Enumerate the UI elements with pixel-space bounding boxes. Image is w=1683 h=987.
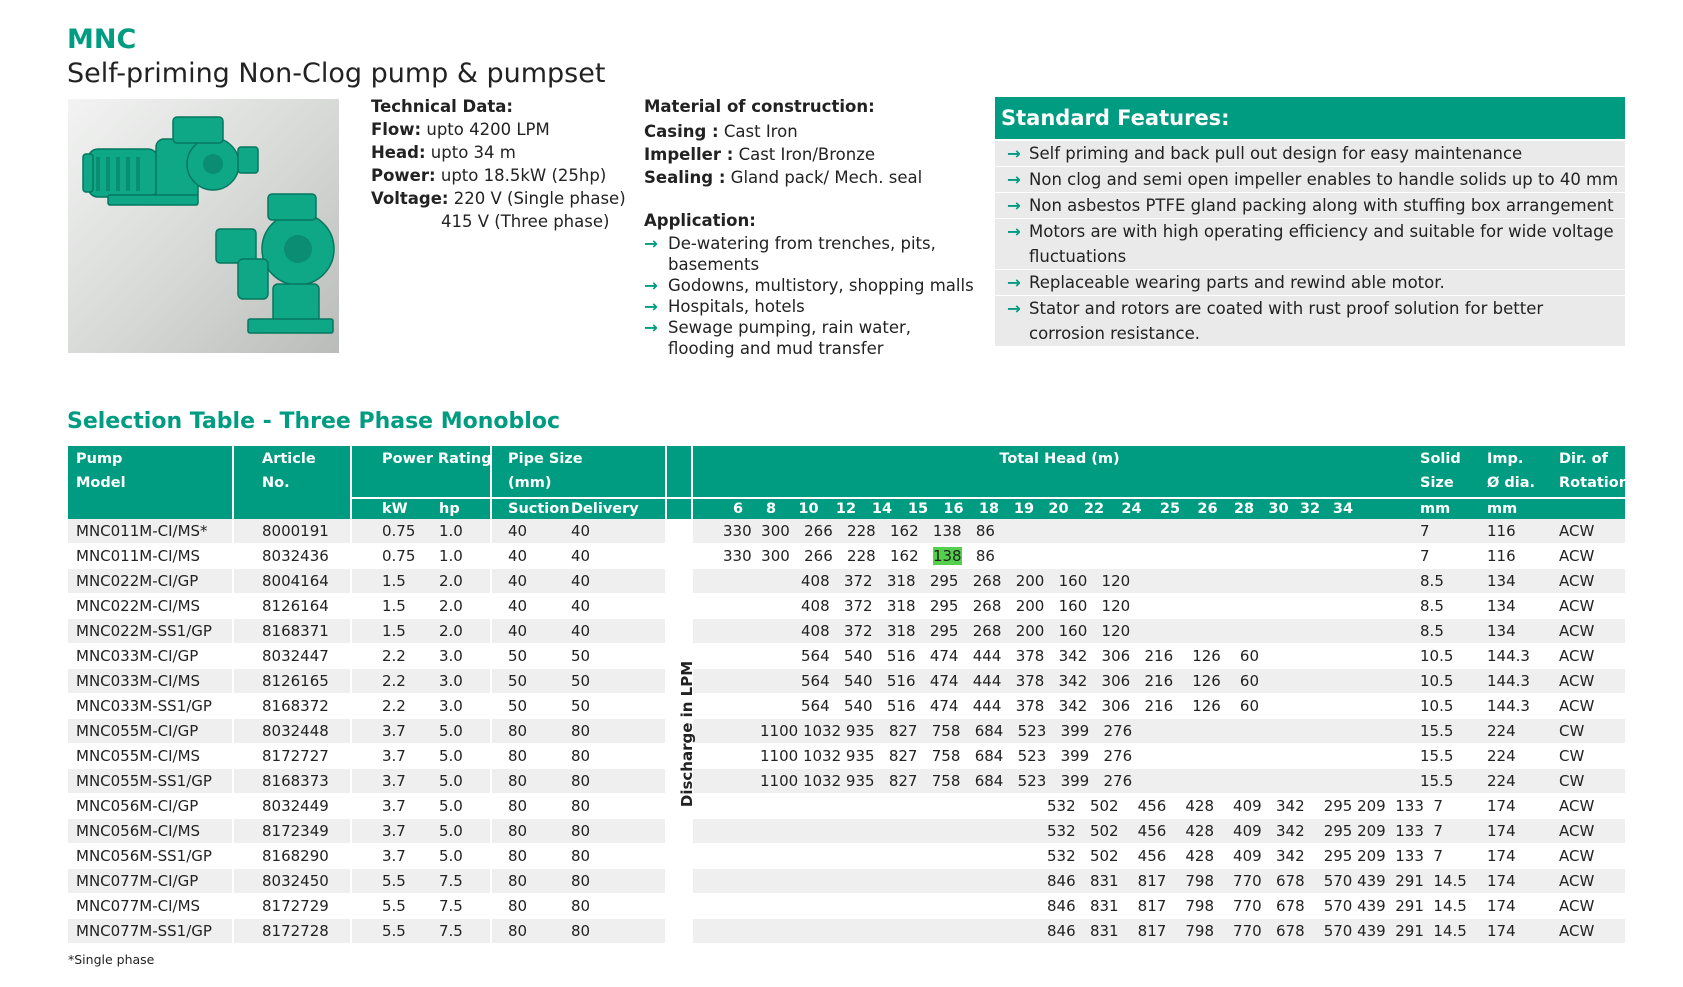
solid-size: 10.5: [1418, 669, 1485, 694]
power-kw: 0.75: [351, 544, 421, 569]
impeller-dia: 174: [1485, 794, 1557, 819]
flow-values: 846 831 817 798 770 678 570 439 291 14.5: [1047, 897, 1467, 915]
flow-values: 408 372 318 295 268 200 160 120: [801, 572, 1131, 590]
power-hp: 1.0: [421, 544, 491, 569]
power-kw: 0.75: [351, 519, 421, 544]
feature-item: → Motors are with high operating efficiency and suitable for wide voltage fluctuations: [995, 219, 1625, 270]
flow-values: 846 831 817 798 770 678 570 439 291 14.5: [1047, 922, 1467, 940]
rotation: ACW: [1557, 519, 1625, 544]
flow-label: Flow:: [371, 120, 422, 139]
flow-values: 846 831 817 798 770 678 570 439 291 14.5: [1047, 872, 1467, 890]
header-total-head: Total Head (m): [692, 446, 1418, 498]
table-row: [68, 744, 1625, 769]
pipe-delivery: 40: [563, 569, 666, 594]
pipe-suction: 40: [491, 569, 563, 594]
power-hp: 5.0: [421, 819, 491, 844]
discharge-values: [692, 869, 1467, 894]
pipe-suction: 80: [491, 869, 563, 894]
pipe-suction: 40: [491, 594, 563, 619]
rotation: CW: [1557, 769, 1625, 794]
feature-item: → Stator and rotors are coated with rust proof solution for better corrosion resistance.: [995, 296, 1625, 346]
application-item: → Sewage pumping, rain water, flooding and mud transfer: [644, 318, 912, 358]
rotation: ACW: [1557, 819, 1625, 844]
flow-values: 532 502 456 428 409 342 295 209 133 7: [1047, 822, 1443, 840]
arrow-right-icon: →: [1007, 144, 1021, 163]
power-kw: 3.7: [351, 744, 421, 769]
table-row: [68, 619, 1625, 644]
power-hp: 5.0: [421, 744, 491, 769]
pipe-suction: 40: [491, 519, 563, 544]
head-value: 15: [907, 501, 929, 517]
application-title: Application:: [644, 211, 756, 230]
solid-size: 7: [1418, 544, 1485, 569]
solid-size: 15.5: [1418, 719, 1485, 744]
pipe-suction: 80: [491, 819, 563, 844]
feature-item: → Non clog and semi open impeller enables to handle solids up to 40 mm: [995, 167, 1625, 193]
head-value: 6: [732, 501, 744, 517]
power-hp: 3.0: [421, 644, 491, 669]
power-kw: 3.7: [351, 794, 421, 819]
impeller-label: Impeller :: [644, 145, 734, 164]
impeller-dia: 174: [1485, 894, 1557, 919]
article-no: 8172729: [233, 894, 351, 919]
discharge-values: [692, 919, 1467, 944]
header-power-rating: Power Rating: [351, 446, 491, 498]
rotation: CW: [1557, 719, 1625, 744]
head-value: 16: [943, 501, 964, 517]
table-row: [68, 719, 1625, 744]
impeller-dia: 144.3: [1485, 644, 1557, 669]
pipe-delivery: 50: [563, 669, 666, 694]
casing-value: Cast Iron: [723, 122, 798, 141]
pipe-delivery: 40: [563, 619, 666, 644]
power-hp: 2.0: [421, 594, 491, 619]
head-value: 26: [1197, 501, 1218, 517]
discharge-values: [692, 894, 1467, 919]
flow-values: 408 372 318 295 268 200 160 120: [801, 597, 1131, 615]
power-value: upto 18.5kW (25hp): [440, 166, 607, 185]
solid-size: 15.5: [1418, 744, 1485, 769]
pipe-delivery: 80: [563, 744, 666, 769]
technical-title: Technical Data:: [371, 97, 513, 116]
article-no: 8168371: [233, 619, 351, 644]
impeller-dia: 174: [1485, 869, 1557, 894]
table-row: [68, 594, 1625, 619]
table-row: [68, 919, 1625, 944]
highlighted-value: 138: [932, 547, 962, 565]
pipe-suction: 40: [491, 544, 563, 569]
table-row: [68, 544, 1625, 569]
table-row: [68, 569, 1625, 594]
pump-model: MNC056M-CI/MS: [68, 819, 233, 844]
head-value: 25: [1159, 501, 1181, 517]
table-row: [68, 644, 1625, 669]
discharge-values: [692, 744, 1418, 769]
power-hp: 3.0: [421, 669, 491, 694]
discharge-values: [692, 569, 1418, 594]
impeller-dia: 116: [1485, 519, 1557, 544]
solid-size: 8.5: [1418, 594, 1485, 619]
pump-model: MNC022M-CI/GP: [68, 569, 233, 594]
pipe-delivery: 80: [563, 919, 666, 944]
header-imp-dia: Imp. Ø dia.: [1485, 446, 1557, 498]
head-value: 8: [765, 501, 777, 517]
header-hp: hp: [421, 498, 491, 519]
header-kw: kW: [351, 498, 421, 519]
header-suction: Suction: [491, 498, 563, 519]
pipe-delivery: 80: [563, 894, 666, 919]
header-pipe-size: Pipe Size (mm): [491, 446, 666, 498]
head-value: 24: [1121, 501, 1142, 517]
article-no: 8004164: [233, 569, 351, 594]
pump-model: MNC011M-CI/MS*: [68, 519, 233, 544]
arrow-right-icon: →: [644, 297, 658, 316]
pipe-suction: 80: [491, 919, 563, 944]
flow-values: 1100 1032 935 827 758 684 523 399 276: [760, 747, 1133, 765]
footnote: *Single phase: [68, 952, 155, 967]
article-no: 8032436: [233, 544, 351, 569]
header-delivery: Delivery: [563, 498, 666, 519]
product-photo: [68, 99, 339, 353]
header-article: Article No.: [233, 446, 351, 519]
flow-values: 1100 1032 935 827 758 684 523 399 276: [760, 772, 1133, 790]
feature-item: → Non asbestos PTFE gland packing along with stuffing box arrangement: [995, 193, 1625, 219]
article-no: 8032447: [233, 644, 351, 669]
header-spacer: [666, 446, 692, 498]
pipe-suction: 50: [491, 694, 563, 719]
rotation: ACW: [1557, 569, 1625, 594]
discharge-values: [692, 719, 1418, 744]
pump-model: MNC056M-SS1/GP: [68, 844, 233, 869]
flow-values: 1100 1032 935 827 758 684 523 399 276: [760, 722, 1133, 740]
table-row: [68, 794, 1625, 819]
pipe-suction: 50: [491, 669, 563, 694]
power-hp: 5.0: [421, 769, 491, 794]
voltage-label: Voltage:: [371, 189, 449, 208]
application-item: → Godowns, multistory, shopping malls: [644, 276, 974, 295]
impeller-dia: 116: [1485, 544, 1557, 569]
power-kw: 1.5: [351, 619, 421, 644]
pipe-delivery: 80: [563, 719, 666, 744]
pump-model: MNC055M-SS1/GP: [68, 769, 233, 794]
impeller-value: Cast Iron/Bronze: [738, 145, 876, 164]
head-value: 34: [1332, 501, 1354, 517]
table-row: [68, 894, 1625, 919]
discharge-values: [692, 844, 1443, 869]
solid-size: 8.5: [1418, 619, 1485, 644]
pump-model: MNC077M-SS1/GP: [68, 919, 233, 944]
header-pump-model: Pump Model: [68, 446, 233, 519]
pipe-delivery: 80: [563, 769, 666, 794]
solid-size: 7: [1418, 519, 1485, 544]
rotation: ACW: [1557, 619, 1625, 644]
power-kw: 3.7: [351, 819, 421, 844]
discharge-values: [692, 769, 1418, 794]
application-item: → De-watering from trenches, pits, basements: [644, 234, 936, 274]
table-row: [68, 844, 1625, 869]
article-no: 8172349: [233, 819, 351, 844]
rotation: CW: [1557, 744, 1625, 769]
power-kw: 3.7: [351, 719, 421, 744]
pipe-suction: 80: [491, 769, 563, 794]
table-row: [68, 694, 1625, 719]
flow-values: 532 502 456 428 409 342 295 209 133 7: [1047, 847, 1443, 865]
pump-model: MNC056M-CI/GP: [68, 794, 233, 819]
pump-model: MNC022M-SS1/GP: [68, 619, 233, 644]
feature-item: → Self priming and back pull out design for easy maintenance: [995, 141, 1625, 167]
pump-illustration: [68, 99, 339, 353]
arrow-right-icon: →: [644, 276, 658, 295]
flow-values: 532 502 456 428 409 342 295 209 133 7: [1047, 797, 1443, 815]
discharge-values: [692, 694, 1418, 719]
flow-values-after: 86: [975, 547, 995, 565]
head-value: 32: [1299, 501, 1321, 517]
discharge-values: [692, 544, 1418, 569]
table-row: [68, 819, 1625, 844]
voltage-value-2: 415 V (Three phase): [441, 212, 610, 231]
pipe-delivery: 50: [563, 694, 666, 719]
head-value: 14: [871, 501, 893, 517]
header-solid-unit: mm: [1418, 498, 1485, 519]
feature-item: → Replaceable wearing parts and rewind able motor.: [995, 270, 1625, 296]
header-rotation-unit: [1557, 498, 1625, 519]
table-row: [68, 769, 1625, 794]
head-value: 12: [835, 501, 857, 517]
article-no: 8126165: [233, 669, 351, 694]
power-kw: 5.5: [351, 894, 421, 919]
pipe-suction: 40: [491, 619, 563, 644]
article-no: 8168372: [233, 694, 351, 719]
article-no: 8172728: [233, 919, 351, 944]
flow-values: 330 300 266 228 162 138 86: [723, 522, 995, 540]
solid-size: 10.5: [1418, 644, 1485, 669]
pump-model: MNC055M-CI/GP: [68, 719, 233, 744]
power-kw: 2.2: [351, 669, 421, 694]
standard-features-list: [995, 141, 1625, 346]
pipe-suction: 80: [491, 794, 563, 819]
rotation: ACW: [1557, 844, 1625, 869]
power-hp: 7.5: [421, 919, 491, 944]
flow-values: 564 540 516 474 444 378 342 306 216 126 60: [801, 672, 1259, 690]
pipe-suction: 50: [491, 644, 563, 669]
power-hp: 7.5: [421, 894, 491, 919]
head-value: 30: [1268, 501, 1289, 517]
arrow-right-icon: →: [644, 234, 658, 253]
pipe-delivery: 40: [563, 544, 666, 569]
flow-values: 408 372 318 295 268 200 160 120: [801, 622, 1131, 640]
rotation: ACW: [1557, 794, 1625, 819]
arrow-right-icon: →: [644, 318, 658, 337]
pump-model: MNC011M-CI/MS: [68, 544, 233, 569]
material-title: Material of construction:: [644, 97, 875, 116]
impeller-dia: 174: [1485, 819, 1557, 844]
power-kw: 3.7: [351, 769, 421, 794]
discharge-values: [692, 794, 1443, 819]
pipe-delivery: 40: [563, 519, 666, 544]
discharge-values: [692, 644, 1418, 669]
pipe-suction: 80: [491, 844, 563, 869]
rotation: ACW: [1557, 669, 1625, 694]
arrow-right-icon: →: [1007, 273, 1021, 292]
head-value: 19: [1013, 501, 1035, 517]
technical-data: [371, 95, 626, 233]
arrow-right-icon: →: [1007, 170, 1021, 189]
article-no: 8126164: [233, 594, 351, 619]
power-hp: 3.0: [421, 694, 491, 719]
impeller-dia: 174: [1485, 919, 1557, 944]
sealing-value: Gland pack/ Mech. seal: [730, 168, 923, 187]
table-row: [68, 869, 1625, 894]
impeller-dia: 134: [1485, 619, 1557, 644]
table-row: [68, 669, 1625, 694]
pump-model: MNC022M-CI/MS: [68, 594, 233, 619]
flow-values: 330 300 266 228 162: [723, 547, 919, 565]
pump-model: MNC055M-CI/MS: [68, 744, 233, 769]
selection-table: [68, 446, 1630, 944]
pipe-delivery: 80: [563, 819, 666, 844]
pump-model: MNC077M-CI/MS: [68, 894, 233, 919]
application-item: → Hospitals, hotels: [644, 297, 805, 316]
discharge-label: Discharge in LPM: [678, 660, 696, 808]
pipe-suction: 80: [491, 744, 563, 769]
casing-label: Casing :: [644, 122, 719, 141]
power-hp: 5.0: [421, 794, 491, 819]
arrow-right-icon: →: [1007, 299, 1021, 318]
power-hp: 5.0: [421, 844, 491, 869]
pipe-delivery: 80: [563, 794, 666, 819]
power-kw: 5.5: [351, 919, 421, 944]
impeller-dia: 224: [1485, 769, 1557, 794]
head-value: 18: [978, 501, 1000, 517]
header-spacer: [666, 498, 692, 519]
article-no: 8032448: [233, 719, 351, 744]
power-kw: 2.2: [351, 644, 421, 669]
article-no: 8000191: [233, 519, 351, 544]
header-head-values: [692, 498, 1418, 519]
pipe-delivery: 50: [563, 644, 666, 669]
head-value: 28: [1233, 501, 1255, 517]
flow-value: upto 4200 LPM: [426, 120, 550, 139]
pipe-delivery: 80: [563, 869, 666, 894]
header-imp-unit: mm: [1485, 498, 1557, 519]
power-hp: 1.0: [421, 519, 491, 544]
pump-model: MNC033M-CI/MS: [68, 669, 233, 694]
impeller-dia: 144.3: [1485, 669, 1557, 694]
solid-size: 10.5: [1418, 694, 1485, 719]
discharge-values: [692, 519, 1418, 544]
application: [644, 209, 974, 359]
standard-features-title: Standard Features:: [995, 97, 1625, 139]
discharge-values: [692, 594, 1418, 619]
voltage-value-1: 220 V (Single phase): [453, 189, 626, 208]
head-value: 10: [798, 501, 819, 517]
power-hp: 2.0: [421, 569, 491, 594]
article-no: 8168290: [233, 844, 351, 869]
pump-model: MNC033M-CI/GP: [68, 644, 233, 669]
power-kw: 3.7: [351, 844, 421, 869]
rotation: ACW: [1557, 869, 1625, 894]
sealing-label: Sealing :: [644, 168, 726, 187]
discharge-values: [692, 819, 1443, 844]
discharge-values: [692, 619, 1418, 644]
impeller-dia: 174: [1485, 844, 1557, 869]
solid-size: 15.5: [1418, 769, 1485, 794]
header-rotation: Dir. of Rotation: [1557, 446, 1625, 498]
pipe-suction: 80: [491, 719, 563, 744]
impeller-dia: 134: [1485, 594, 1557, 619]
selection-table-title: Selection Table - Three Phase Monobloc: [67, 409, 560, 434]
head-value: 20: [1048, 501, 1069, 517]
power-kw: 2.2: [351, 694, 421, 719]
header-solid-size: Solid Size: [1418, 446, 1485, 498]
rotation: ACW: [1557, 694, 1625, 719]
pipe-delivery: 40: [563, 594, 666, 619]
impeller-dia: 134: [1485, 569, 1557, 594]
pump-model: MNC033M-SS1/GP: [68, 694, 233, 719]
impeller-dia: 224: [1485, 744, 1557, 769]
flow-values: 564 540 516 474 444 378 342 306 216 126 60: [801, 697, 1259, 715]
power-hp: 2.0: [421, 619, 491, 644]
arrow-right-icon: →: [1007, 196, 1021, 215]
pipe-suction: 80: [491, 894, 563, 919]
brand-title: MNC: [67, 24, 137, 55]
article-no: 8032450: [233, 869, 351, 894]
power-label: Power:: [371, 166, 436, 185]
head-value: upto 34 m: [430, 143, 516, 162]
flow-values: 564 540 516 474 444 378 342 306 216 126 60: [801, 647, 1259, 665]
solid-size: 8.5: [1418, 569, 1485, 594]
power-hp: 5.0: [421, 719, 491, 744]
article-no: 8032449: [233, 794, 351, 819]
article-no: 8172727: [233, 744, 351, 769]
discharge-values: [692, 669, 1418, 694]
rotation: ACW: [1557, 894, 1625, 919]
article-no: 8168373: [233, 769, 351, 794]
head-value: 22: [1083, 501, 1105, 517]
power-kw: 1.5: [351, 569, 421, 594]
power-hp: 7.5: [421, 869, 491, 894]
head-label: Head:: [371, 143, 426, 162]
impeller-dia: 144.3: [1485, 694, 1557, 719]
material-of-construction: [644, 95, 922, 189]
pipe-delivery: 80: [563, 844, 666, 869]
power-kw: 1.5: [351, 594, 421, 619]
pump-model: MNC077M-CI/GP: [68, 869, 233, 894]
rotation: ACW: [1557, 594, 1625, 619]
rotation: ACW: [1557, 544, 1625, 569]
rotation: ACW: [1557, 644, 1625, 669]
page-subtitle: Self-priming Non-Clog pump & pumpset: [67, 58, 606, 89]
impeller-dia: 224: [1485, 719, 1557, 744]
arrow-right-icon: →: [1007, 222, 1021, 241]
rotation: ACW: [1557, 919, 1625, 944]
power-kw: 5.5: [351, 869, 421, 894]
table-row: [68, 519, 1625, 544]
